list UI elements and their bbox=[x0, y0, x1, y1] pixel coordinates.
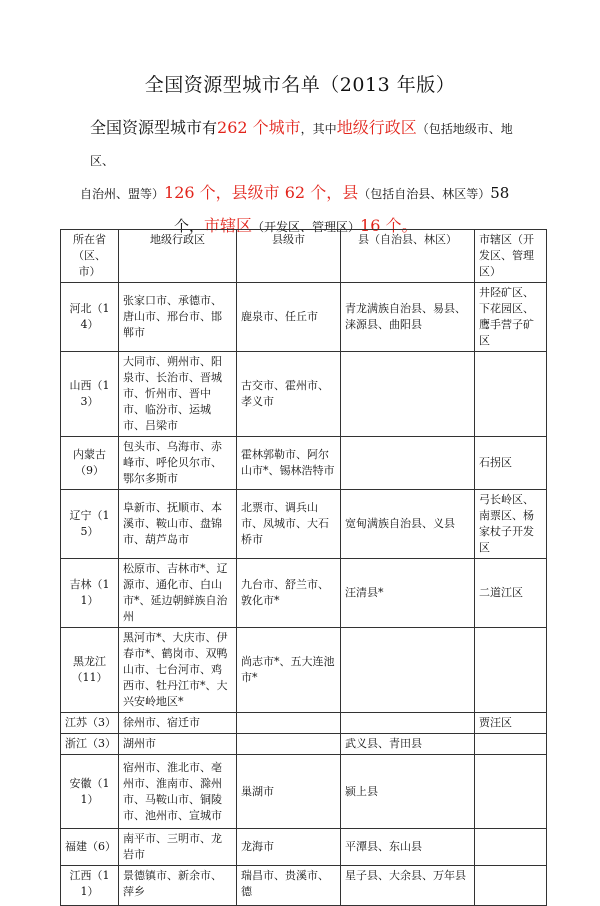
table-row bbox=[61, 559, 547, 628]
district-cell: 石拐区 bbox=[475, 437, 547, 490]
county-city-cell: 霍林郭勒市、阿尔山市*、锡林浩特市 bbox=[237, 437, 341, 490]
prefecture-count: 126 个， bbox=[164, 183, 232, 202]
province-cell: 辽宁（15） bbox=[61, 490, 119, 559]
county-city-cell: 巢湖市 bbox=[237, 755, 341, 829]
total-count: 262 个城市 bbox=[217, 118, 301, 137]
county-count: 58 bbox=[490, 184, 510, 202]
county-city-cell: 龙海市 bbox=[237, 829, 341, 866]
county-city-cell bbox=[237, 734, 341, 755]
column-header-district: 市辖区（开发区、管理区） bbox=[475, 230, 547, 283]
county-cell: 平潭县、东山县 bbox=[341, 829, 475, 866]
district-label: 市辖区 bbox=[204, 216, 253, 235]
table-row bbox=[61, 437, 547, 490]
province-cell: 内蒙古（9） bbox=[61, 437, 119, 490]
table-row bbox=[61, 866, 547, 906]
table-header-row bbox=[61, 230, 547, 283]
county-cell: 星子县、大余县、万年县 bbox=[341, 866, 475, 906]
column-header-prefecture: 地级行政区 bbox=[119, 230, 237, 283]
district-cell bbox=[475, 352, 547, 437]
page-title: 全国资源型城市名单（2013 年版） bbox=[144, 74, 456, 96]
table-row bbox=[61, 283, 547, 352]
county-city-count: 县级市 62 个， bbox=[231, 183, 343, 202]
province-cell: 福建（6） bbox=[61, 829, 119, 866]
prefecture-cell: 张家口市、承德市、唐山市、邢台市、邯郸市 bbox=[119, 283, 237, 352]
column-header-province: 所在省（区、市） bbox=[61, 230, 119, 283]
province-cell: 江苏（3） bbox=[61, 713, 119, 734]
table-row bbox=[61, 755, 547, 829]
column-header-county: 县（自治县、林区） bbox=[341, 230, 475, 283]
county-cell bbox=[341, 713, 475, 734]
intro-note: 自治州、盟等） bbox=[80, 187, 165, 201]
county-city-cell: 尚志市*、五大连池市* bbox=[237, 628, 341, 713]
prefecture-label: 地级行政区 bbox=[336, 118, 417, 137]
prefecture-cell: 阜新市、抚顺市、本溪市、鞍山市、盘锦市、葫芦岛市 bbox=[119, 490, 237, 559]
county-city-cell: 鹿泉市、任丘市 bbox=[237, 283, 341, 352]
county-city-cell: 古交市、霍州市、孝义市 bbox=[237, 352, 341, 437]
county-city-cell bbox=[237, 713, 341, 734]
intro-note: （包括地级市、地区、 bbox=[90, 122, 513, 168]
county-cell: 宽甸满族自治县、义县 bbox=[341, 490, 475, 559]
district-count: 16 个。 bbox=[360, 216, 418, 235]
province-cell: 安徽（11） bbox=[61, 755, 119, 829]
intro-line-2 bbox=[80, 177, 518, 210]
county-city-cell: 九台市、舒兰市、敦化市* bbox=[237, 559, 341, 628]
prefecture-cell: 宿州市、淮北市、亳州市、淮南市、滁州市、马鞍山市、铜陵市、池州市、宣城市 bbox=[119, 755, 237, 829]
prefecture-cell: 松原市、吉林市*、辽源市、通化市、白山市*、延边朝鲜族自治州 bbox=[119, 559, 237, 628]
column-header-county-city: 县级市 bbox=[237, 230, 341, 283]
prefecture-cell: 湖州市 bbox=[119, 734, 237, 755]
prefecture-cell: 景德镇市、新余市、萍乡 bbox=[119, 866, 237, 906]
province-cell: 江西（11） bbox=[61, 866, 119, 906]
county-cell: 青龙满族自治县、易县、涞源县、曲阳县 bbox=[341, 283, 475, 352]
district-cell bbox=[475, 628, 547, 713]
county-cell bbox=[341, 628, 475, 713]
county-cell bbox=[341, 352, 475, 437]
table-row bbox=[61, 734, 547, 755]
district-cell bbox=[475, 829, 547, 866]
province-cell: 吉林（11） bbox=[61, 559, 119, 628]
prefecture-cell: 包头市、乌海市、赤峰市、呼伦贝尔市、鄂尔多斯市 bbox=[119, 437, 237, 490]
county-cell: 汪清县* bbox=[341, 559, 475, 628]
province-cell: 浙江（3） bbox=[61, 734, 119, 755]
county-city-cell: 北票市、调兵山市、凤城市、大石桥市 bbox=[237, 490, 341, 559]
district-cell: 二道江区 bbox=[475, 559, 547, 628]
table-row bbox=[61, 713, 547, 734]
intro-text: 有 bbox=[202, 119, 218, 137]
intro-text: ，其中 bbox=[300, 122, 337, 136]
county-cell bbox=[341, 437, 475, 490]
intro-text: 个， bbox=[174, 217, 205, 235]
intro-line-1 bbox=[90, 112, 518, 177]
intro-note: （开发区、管理区） bbox=[252, 220, 361, 234]
intro-note: （包括自治县、林区等） bbox=[358, 187, 491, 201]
province-cell: 山西（13） bbox=[61, 352, 119, 437]
county-cell: 颍上县 bbox=[341, 755, 475, 829]
county-cell: 武义县、青田县 bbox=[341, 734, 475, 755]
district-cell: 贾汪区 bbox=[475, 713, 547, 734]
intro-paragraph bbox=[80, 112, 518, 243]
district-cell: 弓长岭区、南票区、杨家杖子开发区 bbox=[475, 490, 547, 559]
prefecture-cell: 黑河市*、大庆市、伊春市*、鹤岗市、双鸭山市、七台河市、鸡西市、牡丹江市*、大兴安岭地区* bbox=[119, 628, 237, 713]
table-row bbox=[61, 628, 547, 713]
county-label: 县 bbox=[342, 183, 359, 202]
table-body bbox=[61, 283, 547, 906]
intro-text: 全国资源型城市 bbox=[90, 118, 203, 137]
province-cell: 河北（14） bbox=[61, 283, 119, 352]
table-row bbox=[61, 490, 547, 559]
county-city-cell: 瑞昌市、贵溪市、德 bbox=[237, 866, 341, 906]
district-cell bbox=[475, 866, 547, 906]
district-cell bbox=[475, 734, 547, 755]
province-cell: 黑龙江（11） bbox=[61, 628, 119, 713]
prefecture-cell: 大同市、朔州市、阳泉市、长治市、晋城市、忻州市、晋中市、临汾市、运城市、吕梁市 bbox=[119, 352, 237, 437]
resource-cities-table bbox=[60, 229, 547, 906]
prefecture-cell: 南平市、三明市、龙岩市 bbox=[119, 829, 237, 866]
table-row bbox=[61, 829, 547, 866]
table-row bbox=[61, 352, 547, 437]
prefecture-cell: 徐州市、宿迁市 bbox=[119, 713, 237, 734]
district-cell bbox=[475, 755, 547, 829]
district-cell: 井陉矿区、下花园区、鹰手营子矿区 bbox=[475, 283, 547, 352]
